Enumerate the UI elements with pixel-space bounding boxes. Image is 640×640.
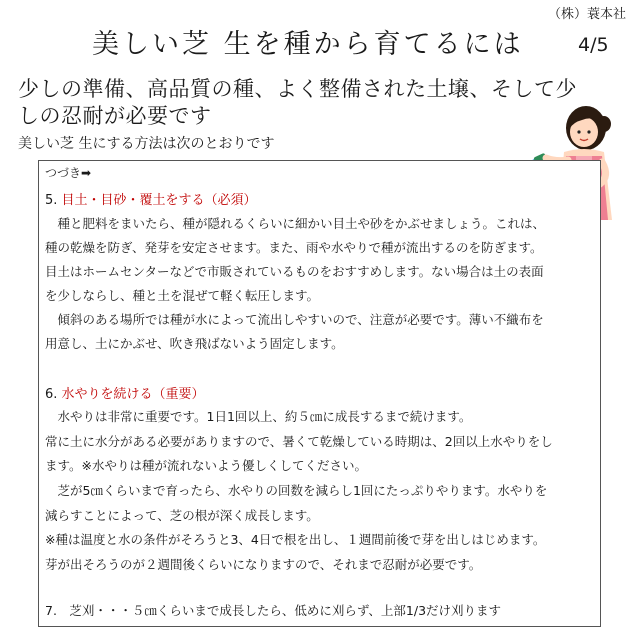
- section-6-heading: [45, 383, 205, 402]
- page-number: 4/5: [578, 34, 609, 56]
- section-6-line: 水やりは非常に重要です。1日1回以上、約５㎝に成長するまで続けます。: [45, 409, 472, 424]
- section-6-line: ※種は温度と水の条件がそろうと3、4日で根を出し、１週間前後で芽を出しはじめます。: [45, 532, 546, 547]
- company-name: （株）蓑本社: [547, 7, 626, 22]
- section-5-line: 傾斜のある場所では種が水によって流出しやすいので、注意が必要です。薄い不織布を: [45, 312, 544, 327]
- section-5-title: 目土・目砂・覆土をする（必須）: [61, 193, 257, 208]
- continued-label: つづき➡: [45, 166, 92, 180]
- section-6-number: 6.: [45, 387, 58, 402]
- section-6-line: 芝が5㎝くらいまで育ったら、水やりの回数を減らし1回にたっぷりやります。水やりを: [45, 483, 548, 498]
- section-6-title: 水やりを続ける（重要）: [61, 387, 205, 402]
- section-6-line: 常に土に水分がある必要がありますので、暑くて乾燥している時期は、2回以上水やりをし: [45, 434, 553, 449]
- section-6-line: 芽が出そろうのが２週間後くらいになりますので、それまで忍耐が必要です。: [45, 557, 482, 572]
- method-intro: 美しい芝 生にする方法は次のとおりです: [18, 136, 275, 152]
- section-5-line: 目土はホームセンターなどで市販されているものをおすすめします。ない場合は土の表面: [45, 264, 544, 279]
- instruction-panel: [38, 160, 601, 627]
- section-5-number: 5.: [45, 193, 58, 208]
- section-5-line: 用意し、土にかぶせ、吹き飛ばないよう固定します。: [45, 336, 344, 351]
- section-5-line: を少しならし、種と土を混ぜて軽く転圧します。: [45, 288, 320, 303]
- section-5-heading: [45, 189, 257, 208]
- page-title: 美しい芝 生を種から育てるには: [92, 29, 524, 60]
- section-5-line: 種と肥料をまいたら、種が隠れるくらいに細かい目土や砂をかぶせましょう。これは、: [45, 216, 546, 231]
- section-7-line: 7. 芝刈・・・５㎝くらいまで成長したら、低めに刈らず、上部1/3だけ刈ります: [45, 603, 502, 618]
- section-5-line: 種の乾燥を防ぎ、発芽を安定させます。また、雨や水やりで種が流出するのを防ぎます。: [45, 240, 543, 255]
- subtitle: 少しの準備、高品質の種、よく整備された土壌、そして少しの忍耐が必要です: [18, 77, 577, 128]
- section-6-line: ます。※水やりは種が流れないよう優しくしてください。: [45, 458, 367, 473]
- section-6-line: 減らすことによって、芝の根が深く成長します。: [45, 508, 319, 523]
